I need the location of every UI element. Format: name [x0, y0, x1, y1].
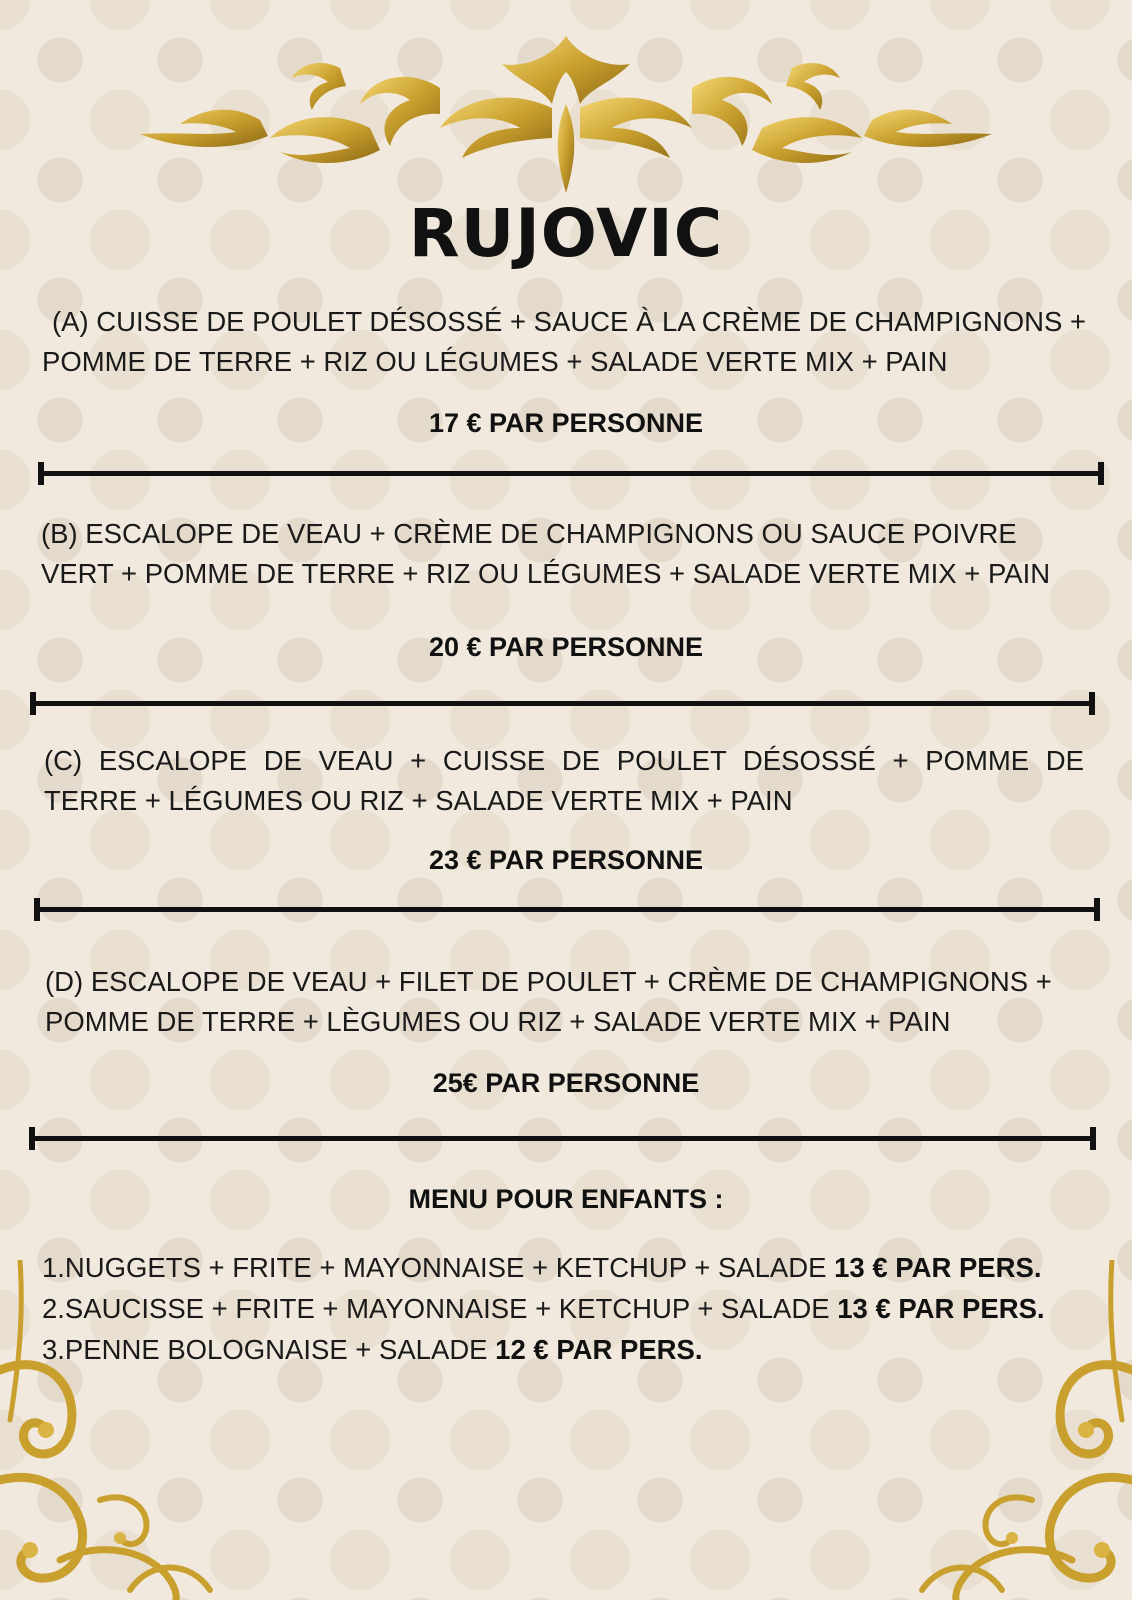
- kids-menu-item: [42, 1293, 1045, 1325]
- kids-item-text: 2.SAUCISSE + FRITE + MAYONNAISE + KETCHUP + SALADE: [42, 1293, 838, 1324]
- menu-b-price: 20 € PAR PERSONNE: [428, 632, 704, 662]
- menu-a-price: 17 € PAR PERSONNE: [428, 408, 704, 438]
- menu-a-description: (A) CUISSE DE POULET DÉSOSSÉ + SAUCE À LA CRÈME DE CHAMPIGNONS + POMME DE TERRE + RIZ OU LÉGUMES + SALADE VERTE MIX + PAIN: [42, 306, 1087, 377]
- kids-item-text: 3.PENNE BOLOGNAISE + SALADE: [42, 1334, 496, 1365]
- kids-item-price: 13 € PAR PERS.: [834, 1252, 1042, 1283]
- restaurant-title: RUJOVIC: [408, 195, 724, 272]
- kids-item-price: 13 € PAR PERS.: [837, 1293, 1045, 1324]
- section-divider: [29, 1136, 1096, 1141]
- menu-d-price: 25€ PAR PERSONNE: [432, 1068, 700, 1098]
- gold-flourish-top-ornament: [140, 28, 992, 203]
- menu-b-description: (B) ESCALOPE DE VEAU + CRÈME DE CHAMPIGNONS OU SAUCE POIVRE VERT + POMME DE TERRE + RIZ OU LÉGUMES + SALADE VERTE MIX + PAIN: [41, 518, 1051, 589]
- section-divider: [38, 471, 1104, 476]
- kids-item-text: 1.NUGGETS + FRITE + MAYONNAISE + KETCHUP + SALADE: [42, 1252, 835, 1283]
- kids-menu-item: [42, 1334, 703, 1366]
- kids-menu-item: [42, 1252, 1041, 1284]
- section-divider: [30, 701, 1095, 706]
- section-divider: [34, 907, 1100, 912]
- kids-menu-title: MENU POUR ENFANTS :: [408, 1184, 724, 1214]
- menu-d-description: (D) ESCALOPE DE VEAU + FILET DE POULET + CRÈME DE CHAMPIGNONS + POMME DE TERRE + LÈGUMES OU RIZ + SALADE VERTE MIX + PAIN: [45, 966, 1052, 1037]
- menu-c-description: (C) ESCALOPE DE VEAU + CUISSE DE POULET DÉSOSSÉ + POMME DE TERRE + LÉGUMES OU RIZ + SALADE VERTE MIX + PAIN: [44, 745, 1084, 816]
- menu-c-price: 23 € PAR PERSONNE: [428, 845, 704, 875]
- kids-item-price: 12 € PAR PERS.: [495, 1334, 703, 1365]
